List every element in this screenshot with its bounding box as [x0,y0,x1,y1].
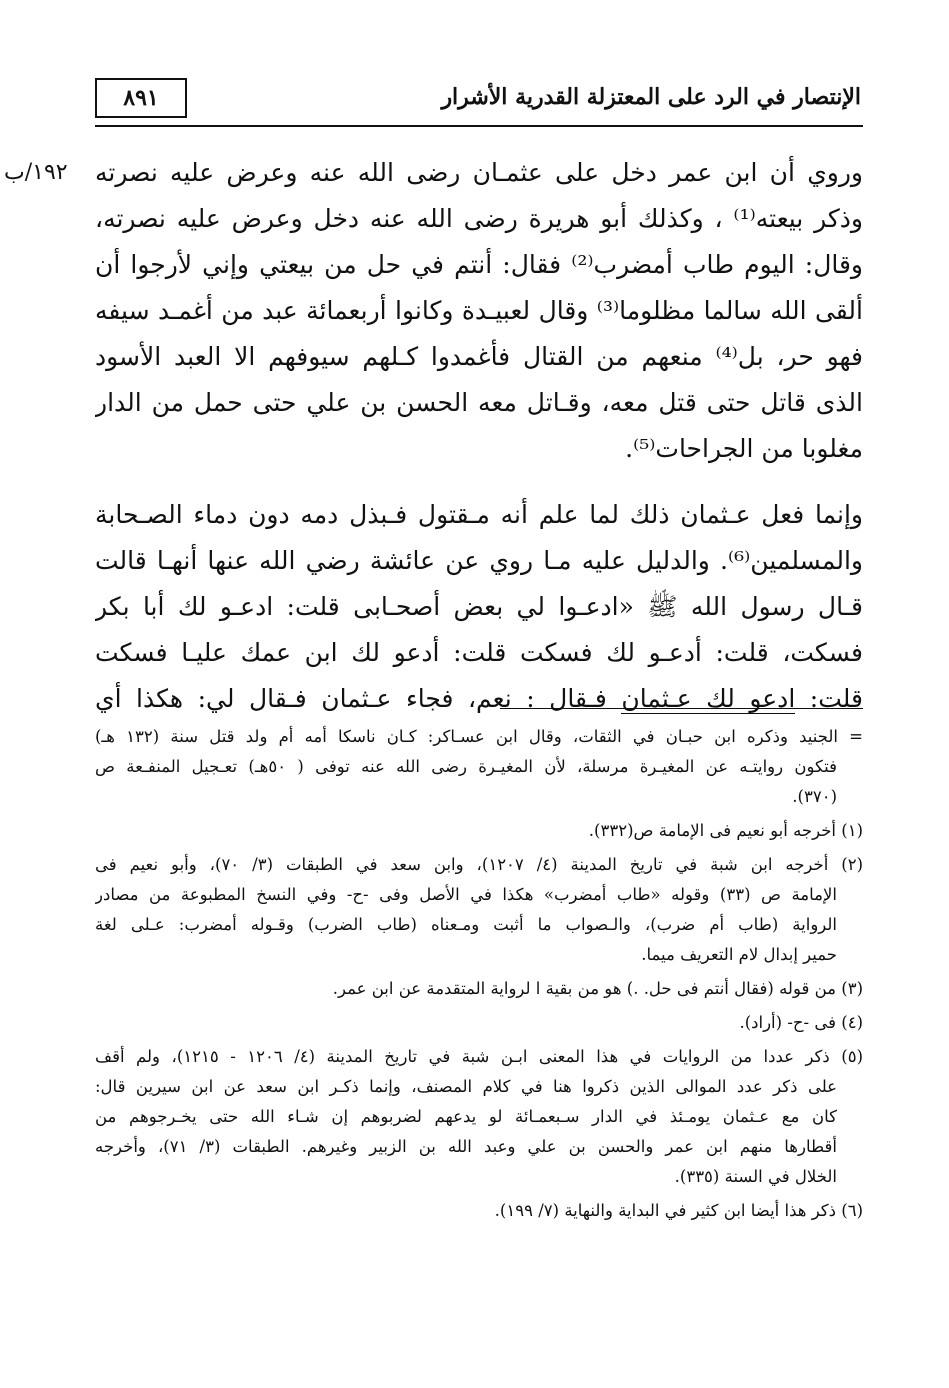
footnote-6 [95,1196,863,1226]
text-line: وإنما فعل عـثمان ذلك لما علم أنه مـقتول فـبذل دمه دون دماء الصـحابة [95,500,863,529]
text-line: فهو حر، بل⁽⁴⁾ منعهم من القتال فأغمدوا كـلهم سيوفهم الا العبد الأسود [95,342,863,371]
text-line: ألقى الله سالما مظلوما⁽³⁾ وقال لعبيـدة وكانوا أربعمائة عبد من أغمـد سيفه [95,296,863,325]
footnote-line: الخلال في السنة (٣٣٥). [674,1167,837,1186]
text-line: وقال: اليوم طاب أمضرب⁽²⁾ فقال: أنتم في حل من بيعتي وإني لأرجوا أن [95,250,863,279]
footnote-1 [95,816,863,846]
footnote-continuation [95,722,863,812]
text-line: وروي أن ابن عمر دخل على عثمـان رضى الله عنه وعرض عليه نصرته [95,158,863,187]
footnote-5 [95,1042,863,1192]
footnote-line: حمير إبدال لام التعريف ميما. [641,945,837,964]
page-number-box [95,78,187,118]
paragraph-2 [95,492,863,722]
footnote-line: (٢) أخرجه ابن شبة في تاريخ المدينة (٤/ ١٢٠٧)، وابن سعد في الطبقات (٣/ ٧٠)، وأبو نعيم فى [95,855,863,874]
margin-folio-note: ١٩٢/ب [4,160,68,185]
footnote-line: (٤) فى -ح- (أراد). [739,1013,863,1032]
footnote-line: على ذكر عدد الموالى الذين ذكروا هنا في كلام المصنف، وإنما ذكـر ابن سعد عن ابن سيرين قال: [95,1077,837,1096]
page-header [95,78,863,126]
running-title: الإنتصار في الرد على المعتزلة القدرية الأشرار [441,84,861,110]
text-line: قـال رسول الله ﷺ «ادعـوا لي بعض أصحـابى قلت: ادعـو لك أبا بكر [95,592,863,621]
footnote-line: = الجنيد وذكره ابن حبـان في الثقات، وقال ابن عسـاكر: كـان ناسكا أمه أم ولد قتل سنة (١٣٢ هـ) [95,727,863,746]
footnote-line: (٣٧٠). [792,787,837,806]
header-rule [95,125,863,127]
footnote-3 [95,974,863,1004]
footnote-line: (٥) ذكر عددا من الروايات في هذا المعنى ابـن شبة في تاريخ المدينة (٤/ ١٢٠٦ - ١٢١٥)، ولم أقف [95,1047,863,1066]
footnote-line: أقطارها منهم ابن عمر والحسن بن علي وعبد الله بن الزبير وغيرهم. الطبقات (٣/ ٧١)، وأخرجه [95,1137,837,1156]
footnotes [95,722,863,1230]
footnote-line: فتكون روايتـه عن المغيـرة مرسلة، لأن المغيـرة رضى الله عنه توفى ( ٥٠هـ) تعـجيل المنفـعة ص [95,757,837,776]
text-line-last [95,676,863,722]
text-line: الذى قاتل حتى قتل معه، وقـاتل معه الحسن بن علي حتى حمل من الدار [95,388,863,417]
footnote-line: كان مع عـثمان يومـئذ في الدار سـبعمـائة لو يدعهم لضربوهم إن شـاء الله حتى يخـرجوهم من [95,1107,837,1126]
footnote-line: (٦) ذكر هذا أيضا ابن كثير في البداية والنهاية (٧/ ١٩٩). [494,1201,863,1220]
underlined-phrase: ادعو لك عـثمان [621,684,796,713]
text-line: وذكر بيعته⁽¹⁾ ، وكذلك أبو هريرة رضى الله عنه دخل وعرض عليه نصرته، [95,204,863,233]
footnote-line: الرواية (طاب أم ضرب)، والـصواب ما أثبت ومـعناه (طاب الضرب) وقـوله أمضرب: عـلى لغة [95,915,837,934]
main-text [95,150,863,722]
footnote-line: (٣) من قوله (فقال أنتم فى حل. .) هو من بقية ا لرواية المتقدمة عن ابن عمر. [332,979,863,998]
text-line: فسكت، قلت: أدعـو لك فسكت قلت: أدعو لك ابن عمك عليـا فسكت [95,638,863,667]
footnote-separator [500,708,863,709]
page-number: ٨٩١ [123,85,159,111]
text-line: مغلوبا من الجراحات⁽⁵⁾. [625,434,863,463]
footnote-4 [95,1008,863,1038]
text-line: والمسلمين⁽⁶⁾. والدليل عليه مـا روي عن عائشة رضي الله عنها أنهـا قالت [95,546,863,575]
footnote-line: الإمامة ص (٣٣) وقوله «طاب أمضرب» هكذا في الأصل وفى -ح- وفي النسخ المطبوعة من مصادر [95,885,837,904]
text-fragment: فـقال : نعم، فجاء عـثمان فـقال لي: هكذا أي [95,684,622,713]
footnote-line: (١) أخرجه أبو نعيم فى الإمامة ص(٣٣٢). [588,821,863,840]
text-fragment: قلت: [795,684,863,713]
paragraph-1 [95,150,863,472]
footnote-2 [95,850,863,970]
